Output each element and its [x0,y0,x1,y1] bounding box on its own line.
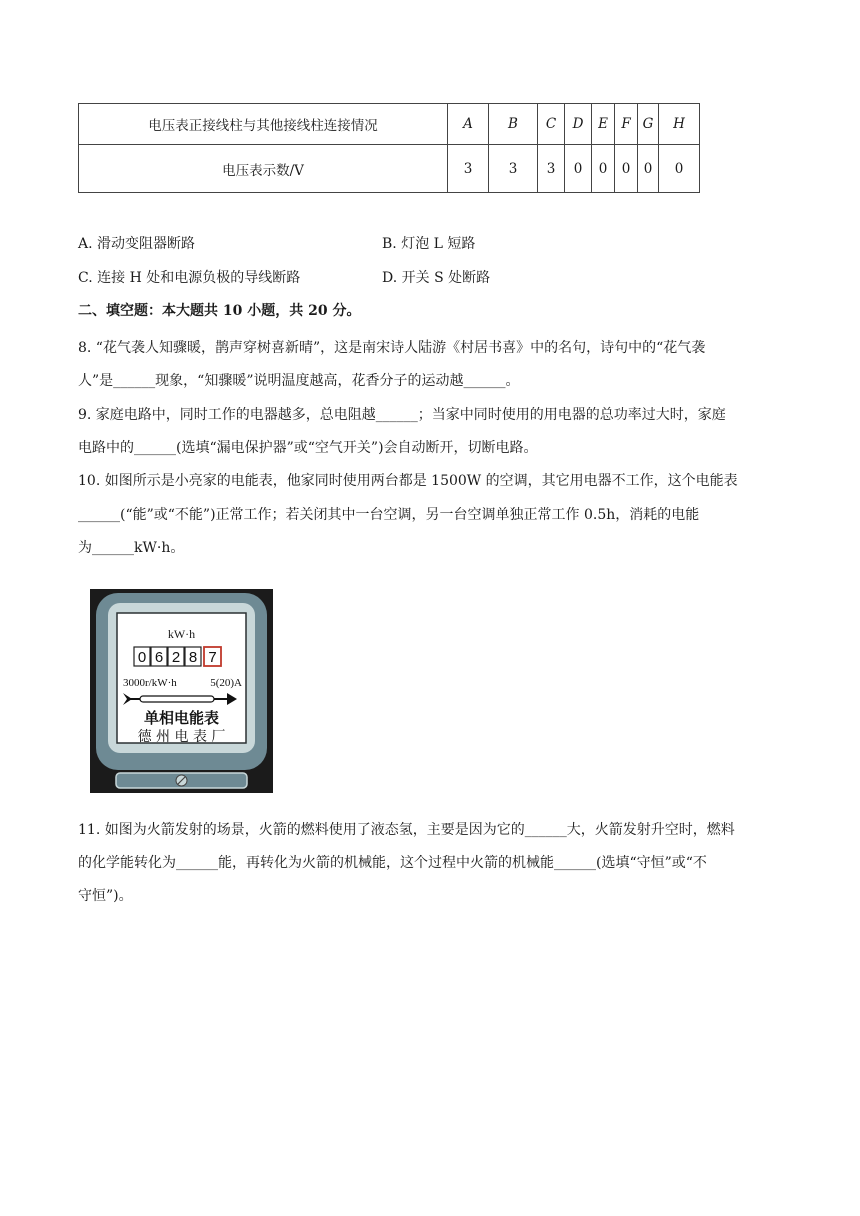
question-10-line-2: ______(“能”或“不能”)正常工作；若关闭其中一台空调，另一台空调单独正常工作 0.5h，消耗的电能 [78,507,700,523]
question-9-line-1: 9. 家庭电路中，同时工作的电器越多，总电阻越______；当家中同时使用的用电器的总功率过大时，家庭 [78,407,726,423]
meter-maker: 德 州 电 表 厂 [137,729,226,745]
meter-digit: 2 [171,649,181,666]
question-11-line-1: 11. 如图为火箭发射的场景，火箭的燃料使用了液态氢，主要是因为它的______大，火箭发射升空时，燃料 [78,822,735,838]
meter-digit: 6 [154,649,164,666]
table-column-b: B [489,104,538,145]
electric-meter-figure [90,589,273,793]
section-title: 二、填空题：本大题共 10 小题，共 20 分。 [78,303,361,319]
meter-current-rating: 5(20)A [210,677,242,689]
question-10-line-3: 为______kW·h。 [78,540,185,556]
option-d: D. 开关 S 处断路 [382,270,491,286]
meter-digit: 8 [188,649,198,666]
table-column-e: E [592,104,615,145]
table-column-f: F [615,104,638,145]
table-value-row [79,145,700,193]
table-column-h: H [659,104,700,145]
table-header-row [79,104,700,145]
option-b: B. 灯泡 L 短路 [382,236,476,252]
table-cell: 3 [489,145,538,193]
option-c: C. 连接 H 处和电源负极的导线断路 [78,270,301,286]
question-8-line-2: 人”是______现象，“知骤暖”说明温度越高，花香分子的运动越______。 [78,373,520,389]
table-header-label: 电压表正接线柱与其他接线柱连接情况 [79,104,448,145]
question-9-line-2: 电路中的______(选填“漏电保护器”或“空气开关”)会自动断开，切断电路。 [78,440,538,456]
meter-digit: 0 [137,649,147,666]
table-cell: 0 [638,145,659,193]
question-11-line-2: 的化学能转化为______能，再转化为火箭的机械能，这个过程中火箭的机械能______(选填“守恒”或“不 [78,855,707,871]
table-column-a: A [448,104,489,145]
question-10-line-1: 10. 如图所示是小亮家的电能表，他家同时使用两台都是 1500W 的空调，其它用电器不工作，这个电能表 [78,473,738,489]
table-column-d: D [565,104,592,145]
question-11-line-3: 守恒”)。 [78,888,133,904]
table-cell: 0 [592,145,615,193]
meter-digit: 7 [208,649,217,666]
option-a: A. 滑动变阻器断路 [78,236,196,252]
table-cell: 0 [615,145,638,193]
table-cell: 3 [448,145,489,193]
table-cell: 3 [538,145,565,193]
table-cell: 0 [659,145,700,193]
table-row-label: 电压表示数/V [79,145,448,193]
table-column-c: C [538,104,565,145]
question-8-line-1: 8. “花气袭人知骤暖，鹊声穿树喜新晴”，这是南宋诗人陆游《村居书喜》中的名句，诗句中的“花气袭 [78,340,706,356]
meter-name: 单相电能表 [143,709,220,727]
meter-unit: kW·h [167,627,196,641]
meter-constant: 3000r/kW·h [123,677,177,689]
screw-icon [176,775,187,786]
table-cell: 0 [565,145,592,193]
table-column-g: G [638,104,659,145]
voltmeter-connection-table [78,103,700,193]
